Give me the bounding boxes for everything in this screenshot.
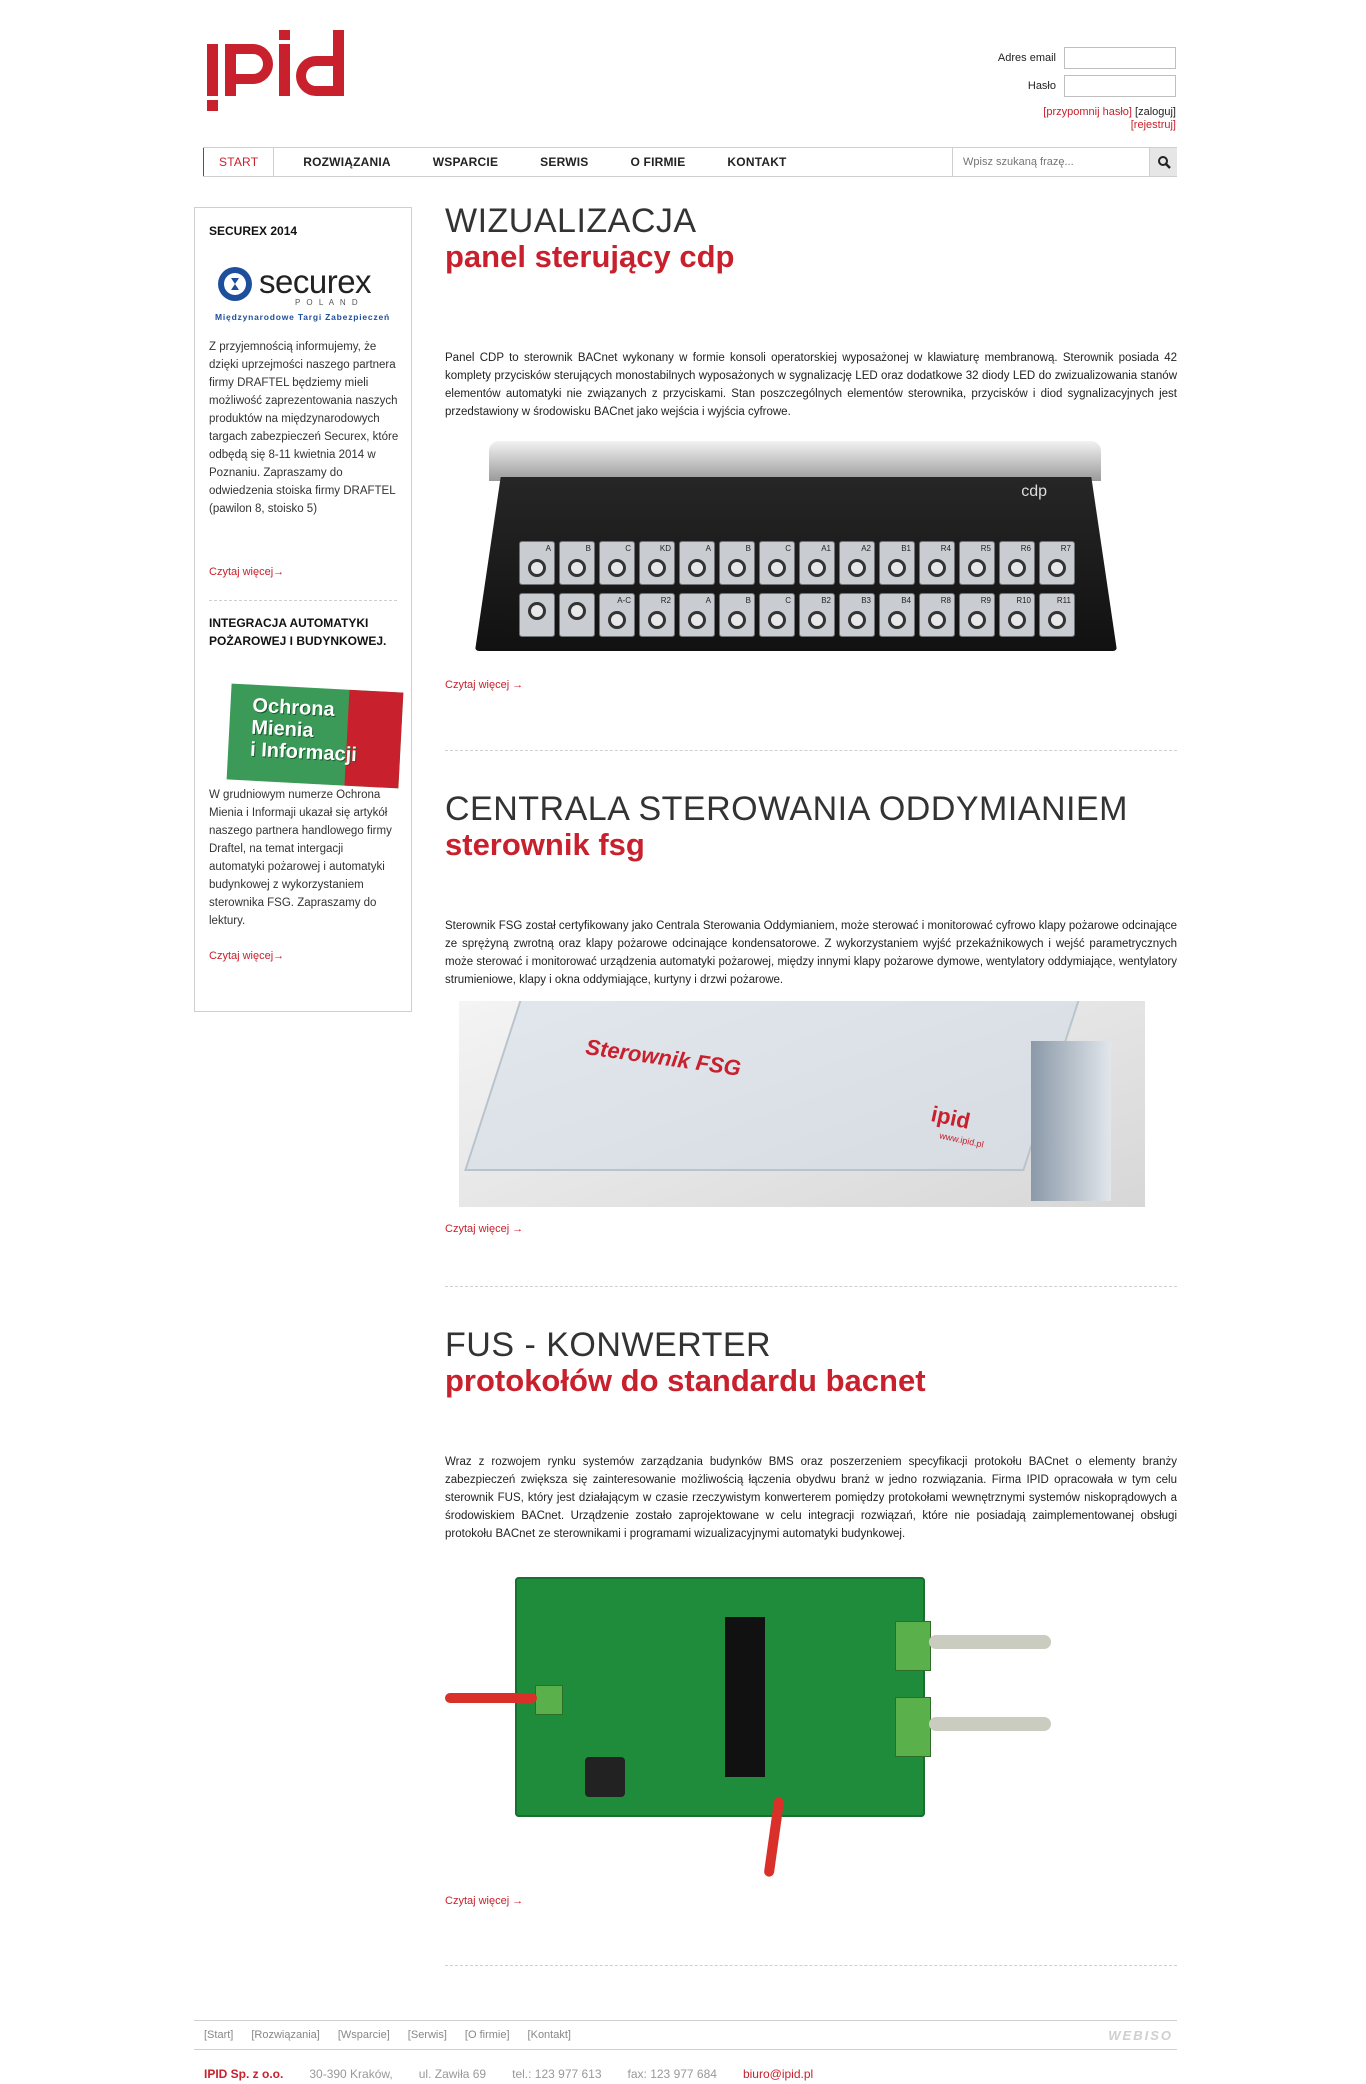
footer-tel: tel.: 123 977 613 — [512, 2067, 602, 2081]
cdp-key-button — [1048, 611, 1066, 629]
fus-terminal-left — [535, 1685, 563, 1715]
cdp-key-label: R8 — [940, 596, 951, 605]
ipid-logo[interactable] — [205, 26, 351, 114]
nav-wsparcie[interactable]: WSPARCIE — [432, 155, 499, 169]
cdp-key-label: C — [785, 596, 791, 605]
article-divider — [445, 1965, 1177, 1966]
article-read-more[interactable]: Czytaj więcej → — [445, 679, 524, 691]
cdp-key — [999, 541, 1035, 585]
magazine-title: Ochrona Mienia i Informacji — [249, 694, 358, 767]
register-link[interactable]: [rejestruj] — [1130, 119, 1176, 131]
fsg-brand: ipid — [928, 1101, 973, 1134]
cdp-key — [919, 593, 955, 637]
fsg-label: Sterownik FSG — [584, 1034, 743, 1081]
news2-body: W grudniowym numerze Ochrona Mienia i Informaji ukazał się artykół naszego partnera handlowego firmy Draftel, na temat intergacji automatyki pożarowej i automatyki budynkowej z wykorzystaniem sterownika FSG. Zapraszamy do lektury. — [209, 789, 392, 927]
article-body: Sterownik FSG został certyfikowany jako Centrala Sterowania Oddymianiem, może sterować i monitorować cyfrowo klapy pożarowe odcinające ze sprężyną zwrotną oraz klapy pożarowe odcinające kondensatorowe. Z wykorzystaniem wyjść przekaźnikowych i wejść parametrycznych może sterować i monitorować urządzenia automatyki pożarowej, między innymi klapy pożarowe dymowe, wentylatory oddymiające, wentylatory strumieniowe, klapy i okna oddymiające, kurtyny i drzwi pożarowe. — [445, 920, 1177, 986]
article-cdp — [445, 203, 1177, 691]
securex-tagline: Międzynarodowe Targi Zabezpieczeń — [215, 312, 391, 322]
cdp-key-button — [888, 559, 906, 577]
cdp-key-button — [648, 611, 666, 629]
article-divider — [445, 750, 1177, 751]
cdp-key-button — [568, 559, 586, 577]
cdp-panel-image — [475, 441, 1117, 651]
fus-cable-grey-bottom — [929, 1717, 1051, 1731]
cdp-key-label: B3 — [861, 596, 871, 605]
cdp-key-button — [808, 611, 826, 629]
article-fus — [445, 1327, 1177, 1907]
article-read-more[interactable]: Czytaj więcej → — [445, 1895, 524, 1907]
cdp-key-label: R10 — [1016, 596, 1031, 605]
magazine-cover — [227, 684, 404, 789]
cdp-key-button — [608, 559, 626, 577]
cdp-key-label: R4 — [940, 544, 951, 553]
cdp-key-button — [1048, 559, 1066, 577]
fsg-controller-image — [445, 1001, 1145, 1207]
cdp-key-label: B — [585, 544, 591, 553]
cdp-key — [599, 593, 635, 637]
cdp-key — [839, 541, 875, 585]
cdp-key-button — [1008, 559, 1026, 577]
nav-serwis[interactable]: SERWIS — [540, 155, 589, 169]
cdp-key — [999, 593, 1035, 637]
fus-terminal-right-bottom — [895, 1697, 931, 1757]
cdp-key — [839, 593, 875, 637]
nav-start[interactable]: START — [203, 148, 274, 176]
fus-inductor — [585, 1757, 625, 1797]
footer-link-o-firmie[interactable]: [O firmie] — [464, 2029, 510, 2041]
cdp-key-button — [688, 559, 706, 577]
footer-nav — [194, 2020, 1177, 2050]
cdp-key — [639, 593, 675, 637]
cdp-key-label: A1 — [821, 544, 831, 553]
cdp-key-label: B1 — [901, 544, 911, 553]
main-nav — [203, 147, 1177, 177]
webiso-logo[interactable]: WEBISO — [1108, 2027, 1173, 2043]
article-divider — [445, 1286, 1177, 1287]
cdp-key-label — [520, 594, 554, 596]
cdp-key-label: B2 — [821, 596, 831, 605]
article-title[interactable]: FUS - KONWERTER — [445, 1326, 772, 1364]
cdp-key — [719, 593, 755, 637]
cdp-key — [679, 593, 715, 637]
cdp-panel-label: cdp — [1021, 483, 1047, 500]
cdp-key-button — [768, 611, 786, 629]
cdp-key-button — [1008, 611, 1026, 629]
cdp-key-label: A — [705, 596, 711, 605]
cdp-key-label: R5 — [980, 544, 991, 553]
cdp-key — [879, 593, 915, 637]
cdp-key — [759, 541, 795, 585]
search-icon — [1157, 155, 1171, 169]
fus-board-image — [445, 1577, 1055, 1877]
article-body: Panel CDP to sterownik BACnet wykonany w formie konsoli operatorskiej wyposażonej w klawiaturę membranową. Sterownik posiada 42 komplety przycisków sterujących monostabilnych wyposażonych w sygnalizację LED oraz dodatkowe 32 diody LED do zwizualizowania stanów elementów automatyki nie związanych z przyciskami. Stan poszczególnych elementów sterownika, przycisków i diod sygnalizacyjnych jest przedstawiony w środowisku BACnet jako wejścia i wyjścia cyfrowe. — [445, 352, 1177, 418]
cdp-key-button — [848, 559, 866, 577]
search-button[interactable] — [1149, 148, 1177, 176]
cdp-key — [919, 541, 955, 585]
cdp-key — [1039, 593, 1075, 637]
footer-link-start[interactable]: [Start] — [204, 2029, 234, 2041]
fus-cable-red-left — [445, 1693, 537, 1703]
cdp-key-label: A2 — [861, 544, 871, 553]
cdp-key — [879, 541, 915, 585]
footer-link-wsparcie[interactable]: [Wsparcie] — [337, 2029, 390, 2041]
search-input[interactable] — [953, 148, 1149, 176]
cdp-key-button — [688, 611, 706, 629]
nav-kontakt[interactable]: KONTAKT — [727, 155, 787, 169]
email-label: Adres email — [997, 52, 1056, 64]
footer-link-serwis[interactable]: [Serwis] — [407, 2029, 447, 2041]
cdp-key — [519, 593, 555, 637]
securex-wordmark: securex — [259, 263, 372, 300]
article-subtitle[interactable]: panel sterujący cdp — [445, 239, 735, 274]
cdp-keypad — [519, 541, 1079, 641]
remind-password-link[interactable]: [przypomnij hasło] — [1043, 106, 1132, 118]
footer-email[interactable]: biuro@ipid.pl — [742, 2067, 814, 2081]
login-links — [976, 106, 1176, 132]
cdp-key-label: A — [545, 544, 551, 553]
nav-rozwiazania[interactable]: ROZWIĄZANIA — [303, 155, 391, 169]
login-link[interactable]: [zaloguj] — [1135, 106, 1176, 118]
cdp-key-label: KD — [659, 544, 671, 553]
password-label: Hasło — [1027, 80, 1056, 92]
login-form — [976, 44, 1176, 132]
cdp-key-label: R7 — [1060, 544, 1071, 553]
cdp-key-button — [808, 559, 826, 577]
email-input[interactable] — [1064, 47, 1176, 69]
cdp-key-label — [560, 594, 594, 596]
securex-sub: P O L A N D — [295, 298, 360, 307]
cdp-key-button — [568, 602, 586, 620]
cdp-key-label: B4 — [901, 596, 911, 605]
news1-body: Z przyjemnością informujemy, że dzięki uprzejmości naszego partnera firmy DRAFTEL będziemy mieli możliwość zaprezentowania naszych produktów na międzynarodowych targach zabezpieczeń Securex, które odbędą się 8-11 kwietnia 2014 w Poznaniu. Zapraszamy do odwiedzenia stoiska firmy DRAFTEL (pawilon 8, stoisko 5) — [209, 341, 399, 515]
cdp-key — [799, 593, 835, 637]
footer-fax: fax: 123 977 684 — [627, 2067, 717, 2081]
cdp-key — [679, 541, 715, 585]
news-sidebar — [194, 207, 412, 1012]
cdp-key — [959, 593, 995, 637]
cdp-key-label: A — [705, 544, 711, 553]
password-input[interactable] — [1064, 75, 1176, 97]
footer-street: ul. Zawiła 69 — [418, 2067, 487, 2081]
cdp-key-button — [728, 611, 746, 629]
cdp-key-button — [968, 611, 986, 629]
cdp-key — [519, 541, 555, 585]
article-read-more[interactable]: Czytaj więcej → — [445, 1223, 524, 1235]
news2-read-more[interactable]: Czytaj więcej→ — [209, 950, 285, 962]
securex-logo — [209, 258, 399, 328]
cdp-key-label: C — [625, 544, 631, 553]
cdp-key-label: R9 — [980, 596, 991, 605]
cdp-key-label: C — [785, 544, 791, 553]
cdp-key-button — [608, 611, 626, 629]
fus-terminal-right-top — [895, 1621, 931, 1671]
fsg-hinge — [1031, 1041, 1111, 1201]
article-subtitle[interactable]: protokołów do standardu bacnet — [445, 1363, 926, 1398]
cdp-key-button — [928, 559, 946, 577]
cdp-key — [599, 541, 635, 585]
cdp-key — [639, 541, 675, 585]
fus-ic-column — [725, 1617, 765, 1777]
cdp-key-button — [848, 611, 866, 629]
cdp-key — [1039, 541, 1075, 585]
article-title[interactable]: CENTRALA STEROWANIA ODDYMIANIEM — [445, 790, 1128, 828]
search-box — [952, 148, 1177, 176]
news2-title[interactable]: INTEGRACJA AUTOMATYKI POŻAROWEJ I BUDYNKOWEJ. — [209, 616, 387, 648]
cdp-key-button — [888, 611, 906, 629]
nav-o-firmie[interactable]: O FIRMIE — [630, 155, 686, 169]
cdp-key-button — [968, 559, 986, 577]
cdp-key — [959, 541, 995, 585]
footer-city: 30-390 Kraków, — [309, 2067, 393, 2081]
cdp-key-button — [528, 602, 546, 620]
cdp-key-button — [648, 559, 666, 577]
cdp-key-label: A-C — [617, 596, 631, 605]
cdp-key-button — [528, 559, 546, 577]
footer-contact — [204, 2067, 813, 2081]
fus-pcb — [515, 1577, 925, 1817]
cdp-panel-top — [489, 441, 1101, 481]
article-title[interactable]: WIZUALIZACJA — [445, 202, 697, 240]
cdp-key — [559, 593, 595, 637]
article-body: Wraz z rozwojem rynku systemów zarządzania budynków BMS oraz poszerzeniem specyfikacji protokołu BACnet o elementy branży zabezpieczeń zwiększa się zainteresowanie możliwością łączenia obydwu branż w jedno rozwiązania. Firma IPID opracowała w tym celu sterownik FUS, który jest działającym w czasie rzeczywistym konwerterem pomiędzy protokołami wewnętrznymi systemów niskoprądowych a środowiskiem BACnet. Urządzenie zostało zaprojektowane w celu integracji rozwiązań, które nie posiadają zaimplementowanej obsługi protokołu BACnet ze sterownikami i programami wizualizacyjnymi automatyki budynkowej. — [445, 1456, 1177, 1540]
cdp-key-label: R6 — [1020, 544, 1031, 553]
cdp-key-label: B — [745, 596, 751, 605]
cdp-key — [719, 541, 755, 585]
cdp-key-label: R2 — [660, 596, 671, 605]
cdp-key-label: B — [745, 544, 751, 553]
fsg-url: www.ipid.pl — [938, 1130, 985, 1150]
cdp-key-button — [728, 559, 746, 577]
cdp-key-button — [928, 611, 946, 629]
footer-company: IPID Sp. z o.o. — [204, 2067, 284, 2081]
news1-title[interactable]: SECUREX 2014 — [209, 224, 298, 238]
article-subtitle[interactable]: sterownik fsg — [445, 827, 645, 862]
fsg-cover — [464, 1001, 1086, 1171]
cdp-key — [559, 541, 595, 585]
sidebar-divider — [209, 600, 397, 601]
cdp-key-label: R11 — [1056, 596, 1071, 605]
cdp-key — [759, 593, 795, 637]
news1-read-more[interactable]: Czytaj więcej→ — [209, 566, 285, 578]
cdp-key — [799, 541, 835, 585]
article-fsg — [445, 791, 1177, 1235]
footer-link-rozwiazania[interactable]: [Rozwiązania] — [251, 2029, 320, 2041]
footer-link-kontakt[interactable]: [Kontakt] — [527, 2029, 571, 2041]
cdp-key-button — [768, 559, 786, 577]
fus-cable-grey-top — [929, 1635, 1051, 1649]
